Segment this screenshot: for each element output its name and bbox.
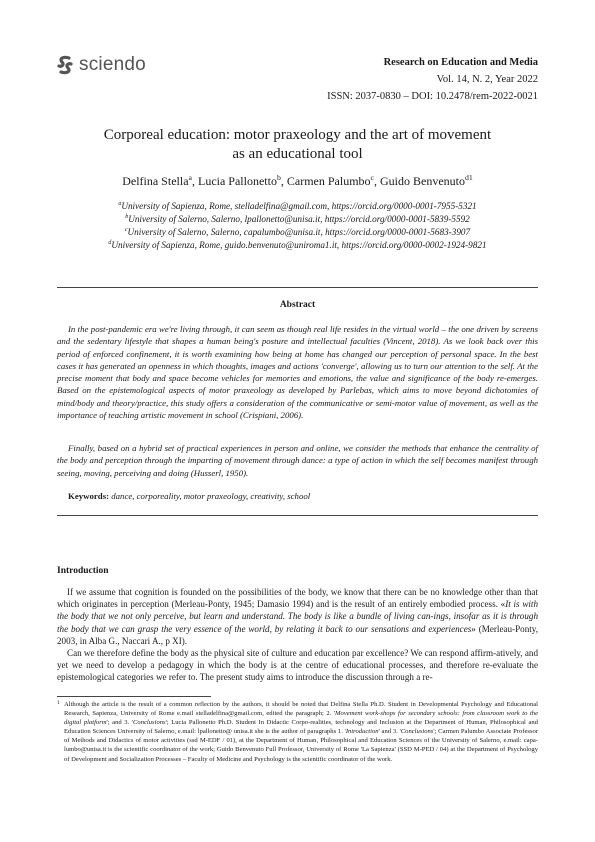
intro-quote: It is with the body that we not only perceive, but learn and understand. The body is like a bundle of living can-ings, insofar as it is through the body that we can grasp the very essence of the world, by relating it back to our sensations and experiences xyxy=(57,599,538,634)
author-sup: d1 xyxy=(465,173,473,182)
affiliation xyxy=(55,239,540,252)
author-sup: c xyxy=(370,173,374,182)
affiliation-sup: c xyxy=(124,226,128,233)
title-line-1: Corporeal education: motor praxeology and the art of movement xyxy=(103,127,492,143)
author-name: Guido Benvenuto xyxy=(380,174,465,188)
author-list: Delfina Stella$^a$, Lucia Pallonetto$^b$, Carmen Palumbo$^c$, Guido Benvenuto$^{d1}$ xyxy=(122,173,473,188)
footnote-italic: Introduction xyxy=(345,728,379,736)
affiliation-text: University of Salerno, Salerno, capalumbo@unisa.it, https://orcid.org/0000-0001-5683-3907 xyxy=(127,227,471,237)
sciendo-logo-icon xyxy=(57,55,73,75)
author-name: Lucia Pallonetto xyxy=(197,174,277,188)
author-name: Carmen Palumbo xyxy=(286,174,371,188)
affiliation-text: University of Sapienza, Rome, stelladelfina@gmail.com, https://orcid.org/0000-0001-7955-5321 xyxy=(121,201,477,211)
abstract-top-rule xyxy=(57,287,538,288)
affiliation xyxy=(55,226,540,239)
introduction-paragraph-1 xyxy=(57,586,538,647)
author-name: Delfina Stella xyxy=(122,174,189,188)
footnote-text: '; and 3. ' xyxy=(106,719,133,727)
author-sup: b xyxy=(276,173,281,182)
affiliation-sup: b xyxy=(125,213,129,220)
author-sup: a xyxy=(188,173,192,182)
affiliation-text: University of Salerno, Salerno, lpallonetto@unisa.it, https://orcid.org/0000-0001-5839-5592 xyxy=(128,214,470,224)
affiliation-sup: d xyxy=(108,239,112,246)
affiliation-text: University of Sapienza, Rome, guido.benvenuto@uniroma1.it, https://orcid.org/0000-0002-1924-9821 xyxy=(111,240,487,250)
footnote-text: '; Lucia Pallonetto Ph.D. Student In Didactic Corpo-realities, technology and Inclusion at the Department of Human, Philosophical and Education Sciences University of Salerno, e.mail: lpallonetto@ unisa.it she is the author of paragraphs 1. ' xyxy=(64,719,538,736)
journal-issn: ISSN: 2037-0830 – DOI: 10.2478/rem-2022-0021 xyxy=(327,91,538,102)
footnote-text: '; Carmen Palumbo Associate Professor of Methods and Didactics of motor activities (ssd M-EDF / 01), at the Department of Human, Philosophical and Education Sciences of the University of Salerno, e.mail: capa-lumbo@unisa.it is the scientific coordinator of the work; Guido Benvenuto Full Professor, University of Rome 'La Sapienza' (SSD M-PED / 04) at the Department of Psychology of Development and Socialization Processes – Faculty of Medicine and Psychology is the scientific coordinator of the work. xyxy=(64,728,538,763)
footnote-rule xyxy=(57,696,211,697)
abstract-bottom-rule xyxy=(57,515,538,516)
affiliation-list xyxy=(55,200,540,252)
keywords-list: dance, corporeality, motor praxeology, creativity, school xyxy=(111,491,311,501)
footnote-text: Although the article is the result of a common reflection by the authors, it should be noted that Delfina Stella Ph.D. Student in Developmental Psychology and Educational Research, Sapienza, University of Rome e.mail stelladelfina@gmail.com, edited the paragraph; 2. ' xyxy=(64,701,538,718)
footnote-italic: Movement work-shops for secondary schools: from classroom work to the digital platform xyxy=(64,710,539,727)
sciendo-logo xyxy=(57,54,146,76)
introduction-paragraph-2: Can we therefore define the body as the physical site of culture and education par excellence? We can respond affirm-atively, and yet we need to develop a pedagogy in which the body is at the centre of educational processes, and therefore re-evaluate the epistemological categories we refer to. The present study aims to introduce the discussion through a re- xyxy=(57,648,538,683)
abstract-paragraph-2: Finally, based on a hybrid set of practical experiences in person and online, we consider the methods that enhance the centrality of the body and perception through the imparting of movement through dance: a type of action in which the self becomes manifest through seeing, moving, perceiving and doing (Husserl, 1950). xyxy=(57,443,538,478)
footnote-italic: Conclusions xyxy=(133,719,166,727)
logo-text: sciendo xyxy=(79,54,146,75)
article-title xyxy=(60,126,535,164)
keywords xyxy=(68,491,310,501)
introduction-heading: Introduction xyxy=(57,566,109,576)
footnote xyxy=(57,700,538,764)
footnote-number: 1 xyxy=(57,700,60,706)
intro-citation: » (Merleau-Ponty, 2003, in Alba G., Naccari A., p XI). xyxy=(57,623,538,646)
affiliation-sup: a xyxy=(118,200,122,207)
journal-volume: Vol. 14, N. 2, Year 2022 xyxy=(436,74,538,85)
abstract-heading: Abstract xyxy=(279,300,316,310)
journal-info xyxy=(327,54,538,105)
intro-text: If we assume that cognition is founded on the possibilities of the body, we know that there can be no knowledge other than that which originates in perception (Merleau-Ponty, 1945; Damasio 1994) and is the result of an entirely embodied process. « xyxy=(57,587,538,610)
keywords-label: Keywords: xyxy=(68,491,110,501)
affiliation xyxy=(55,213,540,226)
affiliation xyxy=(55,200,540,213)
journal-name: Research on Education and Media xyxy=(383,57,538,68)
abstract-paragraph-1: In the post-pandemic era we're living through, it can seem as though real life resides in the virtual world – the one driven by screens and the sedentary lifestyle that shapes a human being's posture and intellectual faculties (Vincent, 2018). As we look back over this period of enforced confinement, it is worth examining how being at home has changed our perception of personal space. In the best cases it has generated an openness in which thoughts, images and actions 'converge', allowing us to turn our attention to the self. At the precise moment that body and space become vehicles for memories and emotions, the value and significance of the body re-emerges. Based on the epistemological aspects of motor praxeology as developed by Parlebas, which aims to move beyond dichotomies of mind/body and theory/practice, this study offers a consideration of the communicative or semi-motor value of movement, as well as the importance of teaching artistic movement in school (Crispiani, 2006). xyxy=(57,324,538,421)
footnote-italic: Conclusions xyxy=(400,728,434,736)
title-line-2: as an educational tool xyxy=(232,146,363,162)
footnote-text: ' and 3. ' xyxy=(378,728,401,736)
